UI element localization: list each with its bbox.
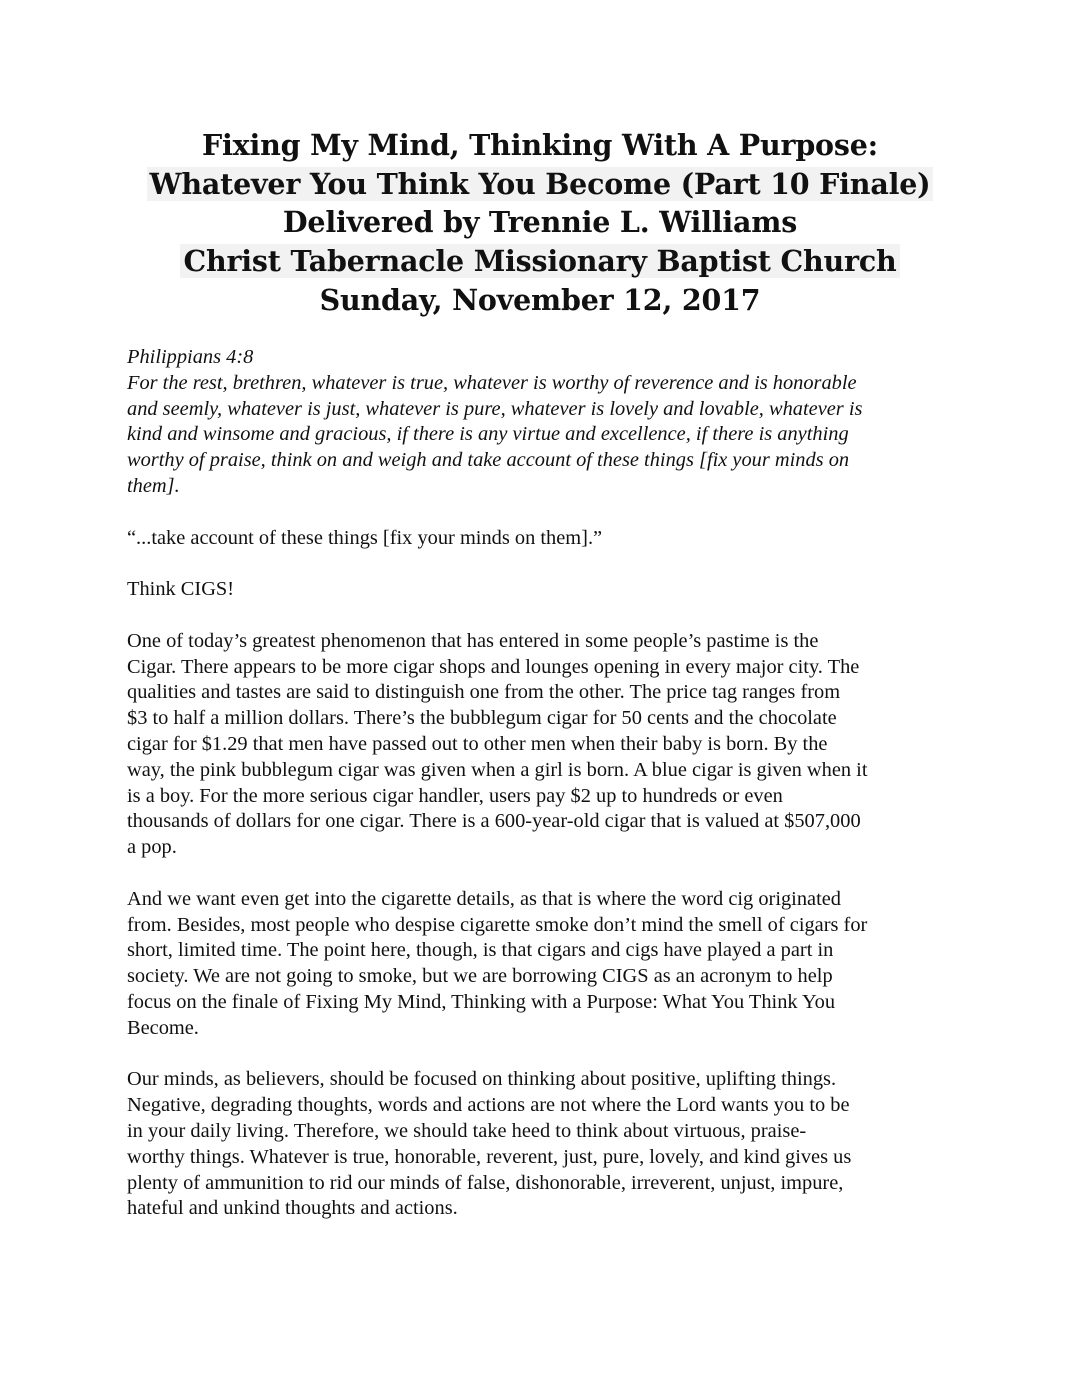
scripture-line: them].	[127, 474, 180, 497]
scripture-line: and seemly, whatever is just, whatever is pure, whatever is lovely and lovable, whatever is	[127, 397, 863, 420]
paragraph-line: Negative, degrading thoughts, words and actions are not where the Lord wants you to be	[127, 1094, 850, 1117]
paragraph-line: short, limited time. The point here, though, is that cigars and cigs have played a part in	[127, 939, 834, 962]
paragraph-line: thousands of dollars for one cigar. There is a 600-year-old cigar that is valued at $507,000	[127, 810, 861, 833]
paragraph-line: qualities and tastes are said to distinguish one from the other. The price tag ranges from	[127, 681, 841, 704]
paragraph-line: hateful and unkind thoughts and actions.	[127, 1197, 458, 1220]
paragraph-cigarette-details	[127, 887, 963, 1042]
paragraph-line: a pop.	[127, 836, 177, 859]
scripture-text	[127, 371, 963, 500]
scripture-line: kind and winsome and gracious, if there is any virtue and excellence, if there is anything	[127, 423, 849, 446]
paragraph-line: focus on the finale of Fixing My Mind, Thinking with a Purpose: What You Think You	[127, 990, 836, 1013]
paragraph-gap	[127, 1042, 963, 1068]
paragraph-line: Become.	[127, 1016, 199, 1039]
think-cigs-line: Think CIGS!	[127, 578, 235, 601]
paragraph-line: worthy things. Whatever is true, honorable, reverent, just, pure, lovely, and kind gives us	[127, 1145, 852, 1168]
paragraph-gap	[127, 500, 963, 526]
scripture-reference: Philippians 4:8	[127, 346, 254, 368]
paragraph-gap	[127, 603, 963, 629]
title-line-2: Whatever You Think You Become (Part 10 Finale)	[0, 165, 1080, 204]
quote-line: “...take account of these things [fix your minds on them].”	[127, 526, 603, 549]
paragraph-line: cigar for $1.29 that men have passed out to other men when their baby is born. By the	[127, 732, 828, 755]
paragraph-line: Our minds, as believers, should be focused on thinking about positive, uplifting things.	[127, 1068, 837, 1091]
title-line-4: Christ Tabernacle Missionary Baptist Church	[0, 242, 1080, 281]
paragraph-line: way, the pink bubblegum cigar was given when a girl is born. A blue cigar is given when it	[127, 758, 868, 781]
paragraph-line: Cigar. There appears to be more cigar shops and lounges opening in every major city. The	[127, 655, 860, 678]
title-line-3: Delivered by Trennie L. Williams	[282, 205, 798, 240]
scripture-line: For the rest, brethren, whatever is true, whatever is worthy of reverence and is honorable	[127, 371, 857, 394]
paragraph-line: society. We are not going to smoke, but we are borrowing CIGS as an acronym to help	[127, 965, 833, 988]
paragraph-gap	[127, 551, 963, 577]
paragraph-gap	[127, 861, 963, 887]
paragraph-line: from. Besides, most people who despise cigarette smoke don’t mind the smell of cigars for	[127, 913, 868, 936]
document-body	[127, 345, 963, 1222]
scripture-line: worthy of praise, think on and weigh and take account of these things [fix your minds on	[127, 449, 850, 472]
paragraph-line: is a boy. For the more serious cigar handler, users pay $2 up to hundreds or even	[127, 784, 783, 807]
paragraph-line: plenty of ammunition to rid our minds of false, dishonorable, irreverent, unjust, impure,	[127, 1171, 844, 1194]
paragraph-line: One of today’s greatest phenomenon that has entered in some people’s pastime is the	[127, 629, 819, 652]
paragraph-line: $3 to half a million dollars. There’s the bubblegum cigar for 50 cents and the chocolate	[127, 707, 837, 730]
paragraph-minds-as-believers	[127, 1067, 963, 1222]
title-line-1: Fixing My Mind, Thinking With A Purpose:	[202, 128, 878, 162]
sermon-title-block	[0, 126, 1080, 320]
title-line-5: Sunday, November 12, 2017	[319, 282, 761, 317]
paragraph-line: in your daily living. Therefore, we should take heed to think about virtuous, praise-	[127, 1119, 807, 1142]
paragraph-cigar-phenomenon	[127, 629, 963, 861]
paragraph-line: And we want even get into the cigarette details, as that is where the word cig originated	[127, 887, 842, 910]
